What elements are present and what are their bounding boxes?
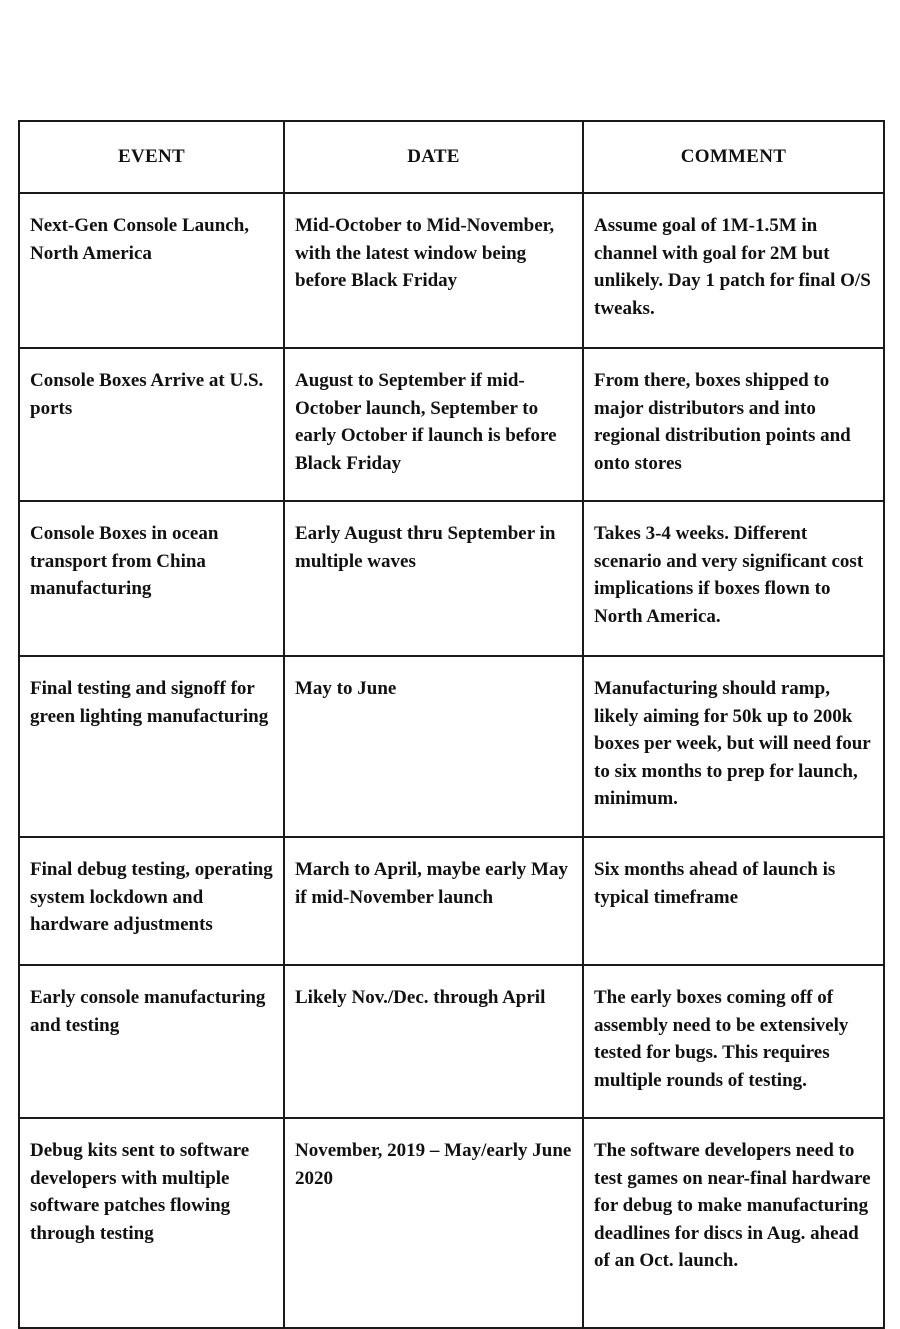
comment-cell: Manufacturing should ramp, likely aiming for 50k up to 200k boxes per week, but will need four to six months to prep for launch, minimum. [583, 656, 884, 837]
comment-cell: Six months ahead of launch is typical timeframe [583, 837, 884, 965]
comment-cell: The early boxes coming off of assembly need to be extensively tested for bugs. This requires multiple rounds of testing. [583, 965, 884, 1118]
comment-cell: From there, boxes shipped to major distributors and into regional distribution points and onto stores [583, 348, 884, 501]
comment-cell: The software developers need to test games on near-final hardware for debug to make manufacturing deadlines for discs in Aug. ahead of an Oct. launch. [583, 1118, 884, 1328]
table-row [19, 193, 884, 348]
launch-timeline-table [18, 120, 885, 1329]
header-date: DATE [284, 121, 583, 193]
date-cell: November, 2019 – May/early June 2020 [284, 1118, 583, 1328]
table-header-row [19, 121, 884, 193]
event-cell: Next-Gen Console Launch, North America [19, 193, 284, 348]
event-cell: Early console manufacturing and testing [19, 965, 284, 1118]
table-row [19, 656, 884, 837]
date-cell: Early August thru September in multiple waves [284, 501, 583, 656]
date-cell: March to April, maybe early May if mid-November launch [284, 837, 583, 965]
table-row [19, 837, 884, 965]
table-row [19, 501, 884, 656]
table-row [19, 1118, 884, 1328]
event-cell: Final testing and signoff for green lighting manufacturing [19, 656, 284, 837]
date-cell: August to September if mid-October launch, September to early October if launch is before Black Friday [284, 348, 583, 501]
event-cell: Console Boxes Arrive at U.S. ports [19, 348, 284, 501]
date-cell: May to June [284, 656, 583, 837]
event-cell: Debug kits sent to software developers with multiple software patches flowing through testing [19, 1118, 284, 1328]
table-row [19, 348, 884, 501]
date-cell: Likely Nov./Dec. through April [284, 965, 583, 1118]
event-cell: Console Boxes in ocean transport from China manufacturing [19, 501, 284, 656]
date-cell: Mid-October to Mid-November, with the latest window being before Black Friday [284, 193, 583, 348]
header-comment: COMMENT [583, 121, 884, 193]
table-row [19, 965, 884, 1118]
event-cell: Final debug testing, operating system lockdown and hardware adjustments [19, 837, 284, 965]
comment-cell: Assume goal of 1M-1.5M in channel with goal for 2M but unlikely. Day 1 patch for final O/S tweaks. [583, 193, 884, 348]
comment-cell: Takes 3-4 weeks. Different scenario and very significant cost implications if boxes flown to North America. [583, 501, 884, 656]
header-event: EVENT [19, 121, 284, 193]
